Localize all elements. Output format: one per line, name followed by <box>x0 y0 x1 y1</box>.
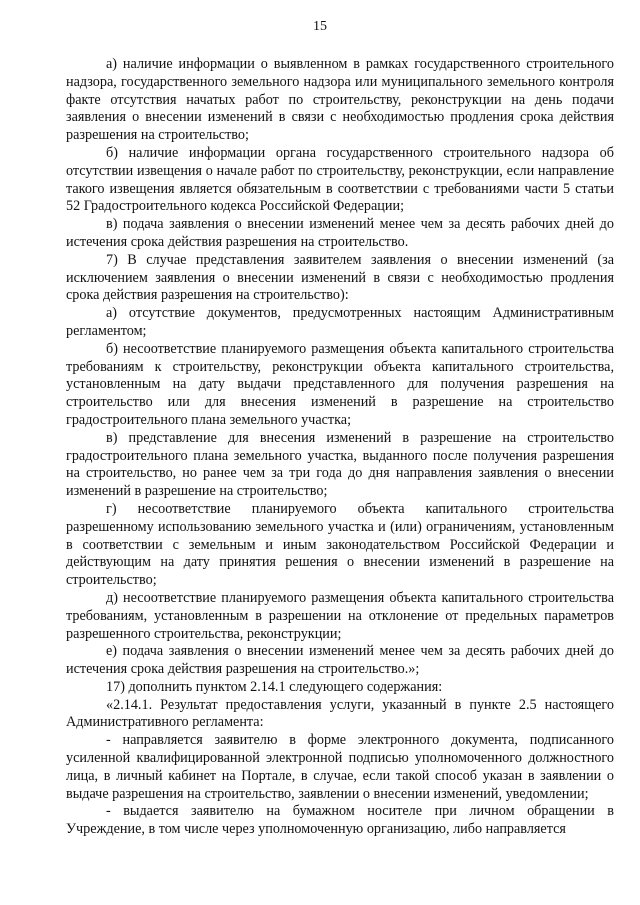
paragraph-7d: г) несоответствие планируемого объекта капитального строительства разрешенному использованию земельного участка и (или) ограничениям, установленным в соответствии с земельным и иным законодательством Российской Федерации и действующим на дату принятия решения о внесении изменений в разрешение на строительство; <box>66 500 614 589</box>
paragraph-bullet-paper: - выдается заявителю на бумажном носителе при личном обращении в Учреждение, в том числе через уполномоченную организацию, либо направляется <box>66 803 614 838</box>
paragraph-7a: а) отсутствие документов, предусмотренных настоящим Административным регламентом; <box>66 305 614 339</box>
paragraph-17: 17) дополнить пунктом 2.14.1 следующего содержания: <box>106 678 443 695</box>
page-number: 15 <box>313 19 327 34</box>
document-body <box>66 56 614 839</box>
paragraph-7b: б) несоответствие планируемого размещения объекта капитального строительства требованиям к строительству, реконструкции объекта капитального строительства, установленным на дату выдачи представленного для получения разрешения на строительство или для внесения изменений в разрешение на строительство градостроительного плана земельного участка; <box>66 340 614 428</box>
paragraph-7-intro: 7) В случае представления заявителем заявления о внесении изменений (за исключением заявления о внесении изменений в связи с необходимостью продления срока действия разрешения на строительство): <box>66 251 614 304</box>
paragraph-7f: е) подача заявления о внесении изменений менее чем за десять рабочих дней до истечения срока действия разрешения на строительство.»; <box>66 643 614 678</box>
paragraph-2-14-1: «2.14.1. Результат предоставления услуги, указанный в пункте 2.5 настоящего Административного регламента: <box>66 696 614 731</box>
paragraph-bullet-electronic: - направляется заявителю в форме электронного документа, подписанного усиленной квалифицированной электронной подписью уполномоченного должностного лица, в личный кабинет на Портале, в случае, если такой способ указан в заявлении о выдаче разрешения на строительство, заявлении о внесении изменений, уведомлении; <box>66 732 614 802</box>
paragraph-7e: д) несоответствие планируемого размещения объекта капитального строительства требованиям, установленным в разрешении на отклонение от предельных параметров разрешенного строительства, реконструкции; <box>66 589 614 642</box>
paragraph-3c: в) подача заявления о внесении изменений менее чем за десять рабочих дней до истечения срока действия разрешения на строительство. <box>66 216 614 250</box>
paragraph-7c: в) представление для внесения изменений в разрешение на строительство градостроительного плана земельного участка, выданного после получения разрешения на строительство, но ранее чем за три года до дня направления заявления о внесении изменений в разрешение на строительство; <box>66 429 614 500</box>
paragraph-3b: б) наличие информации органа государственного строительного надзора об отсутствии извещения о начале работ по строительству, реконструкции, если направление такого извещения является обязательным в соответствии с требованиями части 5 статьи 52 Градостроительного кодекса Российской Федерации; <box>66 144 614 215</box>
paragraph-3a: а) наличие информации о выявленном в рамках государственного строительного надзора, государственного земельного надзора или муниципального земельного контроля факте отсутствия начатых работ по строительству, реконструкции на день подачи заявления о внесении изменений в связи с необходимостью продления срока действия разрешения на строительство; <box>66 56 614 144</box>
